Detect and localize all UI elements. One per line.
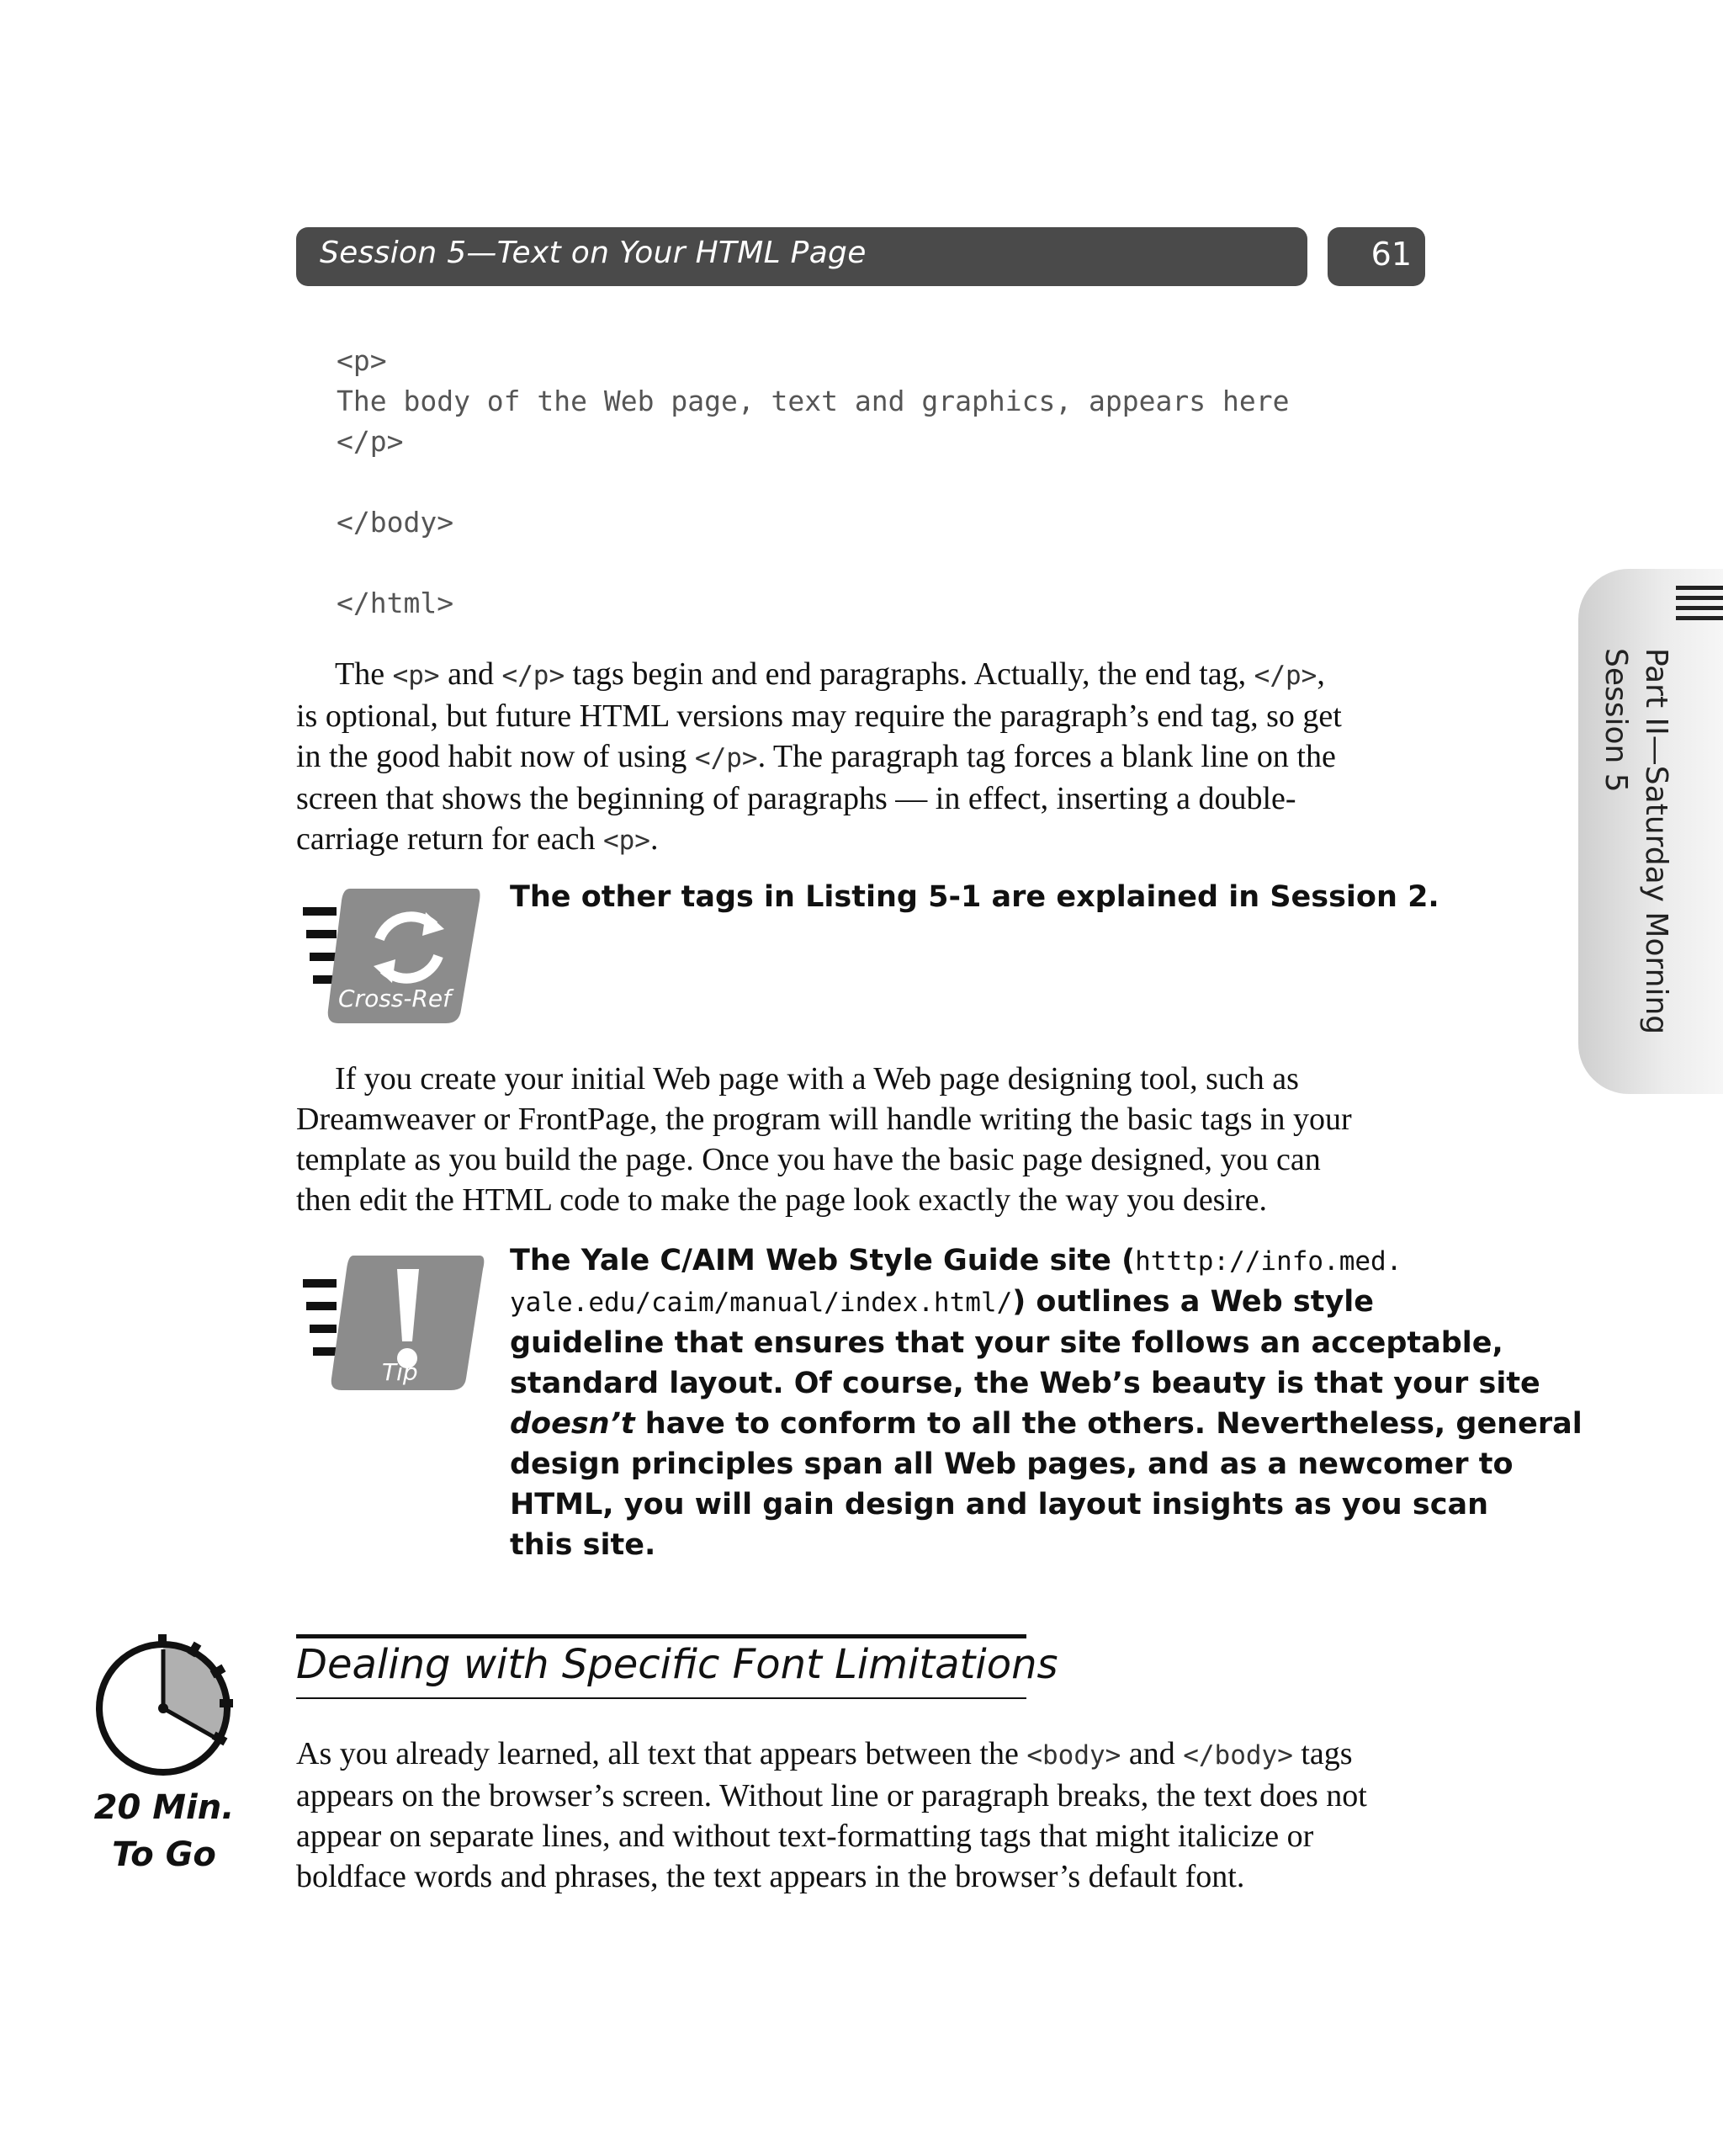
text-line: Dreamweaver or FrontPage, the program will handle writing the basic tags in your [296,1102,1352,1137]
note-line [510,1404,1583,1444]
time-remaining-label [84,1784,244,1878]
inline-code: <p> [602,826,650,856]
running-header-title: Session 5—Text on Your HTML Page [320,236,867,270]
url-text: htttp://info.med. [1135,1246,1402,1277]
text-line: template as you build the page. Once you have the basic page designed, you can [296,1142,1321,1177]
text-run: carriage return for each [296,821,603,857]
note-line: HTML, you will gain design and layout insights as you scan [510,1488,1488,1521]
code-line [337,462,1289,502]
text-run: tags [1292,1736,1353,1771]
note-line: this site. [510,1528,656,1562]
note-line: design principles span all Web pages, and as a newcomer to [510,1447,1514,1481]
clock-icon [91,1633,242,1788]
clock-icon-graphic [91,1633,242,1784]
code-line: <p> [337,344,387,377]
text-line: screen that shows the beginning of paragraphs — in effect, inserting a double- [296,781,1296,816]
text-line: appears on the browser’s screen. Without line or paragraph breaks, the text does not [296,1778,1367,1813]
cross-ref-icon [300,884,485,1031]
text-line [296,736,1432,778]
note-line [510,1240,1583,1282]
inline-code: </p> [1254,661,1317,691]
inline-code: </p> [694,743,758,773]
side-tab-rules [1676,586,1723,626]
side-tab-session: Session 5 [1598,648,1633,793]
tip-note [510,1240,1583,1565]
text-run: ) outlines a Web style [1012,1285,1375,1319]
cross-ref-icon-label: Cross-Ref [338,985,452,1012]
text-run: have to conform to all the others. Nevertheless, general [634,1407,1583,1441]
time-remaining-minutes: 20 Min. [93,1788,235,1827]
text-run: . [649,821,659,857]
note-line: guideline that ensures that your site follows an acceptable, [510,1326,1503,1360]
emphasis-text: doesn’t [510,1407,635,1441]
text-line [296,1734,1432,1776]
body-paragraph-2 [296,1059,1432,1220]
section-rule [296,1634,1026,1638]
note-line: The other tags in Listing 5-1 are explained in Session 2. [510,880,1439,914]
url-text: yale.edu/caim/manual/index.html/ [510,1288,1013,1318]
text-run: and [1121,1736,1184,1771]
text-run: , [1317,656,1325,692]
text-run: The [335,656,393,692]
text-line: is optional, but future HTML versions may require the paragraph’s end tag, so get [296,698,1342,734]
code-listing [337,341,1289,624]
text-run: . The paragraph tag forces a blank line on the [757,739,1336,774]
code-line [337,543,1289,583]
note-line: standard layout. Of course, the Web’s beauty is that your site [510,1367,1540,1400]
text-run: in the good habit now of using [296,739,695,774]
side-tab-part: Part II—Saturday Morning [1639,648,1673,1035]
note-line [510,1282,1583,1323]
text-run: The Yale C/AIM Web Style Guide site ( [510,1244,1136,1277]
side-tab-label [1595,648,1676,1034]
text-run: As you already learned, all text that appears between the [296,1736,1027,1771]
body-paragraph-1 [296,654,1432,861]
page-number: 61 [1370,236,1412,273]
code-line: The body of the Web page, text and graphics, appears here [337,385,1290,417]
text-run: tags begin and end paragraphs. Actually, the end tag, [565,656,1254,692]
text-line: boldface words and phrases, the text appears in the browser’s default font. [296,1859,1245,1894]
inline-code: <p> [392,661,440,691]
running-header [296,227,1307,286]
text-line [296,819,1432,861]
text-line: If you create your initial Web page with a Web page designing tool, such as [335,1061,1299,1097]
inline-code: </p> [501,661,565,691]
section-rule [296,1697,1026,1699]
section-heading: Dealing with Specific Font Limitations [296,1641,1058,1688]
inline-code: </body> [1183,1740,1293,1771]
inline-code: <body> [1026,1740,1121,1771]
code-line: </p> [337,425,404,458]
tip-icon-label: Tip [382,1358,418,1386]
text-line: appear on separate lines, and without text-formatting tags that might italicize or [296,1819,1314,1854]
text-line: then edit the HTML code to make the page look exactly the way you desire. [296,1182,1268,1218]
time-remaining-to-go: To Go [112,1835,216,1874]
code-line: </body> [337,506,454,539]
tip-icon [300,1252,485,1399]
cross-ref-note [510,877,1439,917]
body-paragraph-3 [296,1734,1432,1897]
text-run: and [439,656,502,692]
text-line [296,654,1432,696]
code-line: </html> [337,587,454,619]
page-number-box [1328,227,1425,286]
